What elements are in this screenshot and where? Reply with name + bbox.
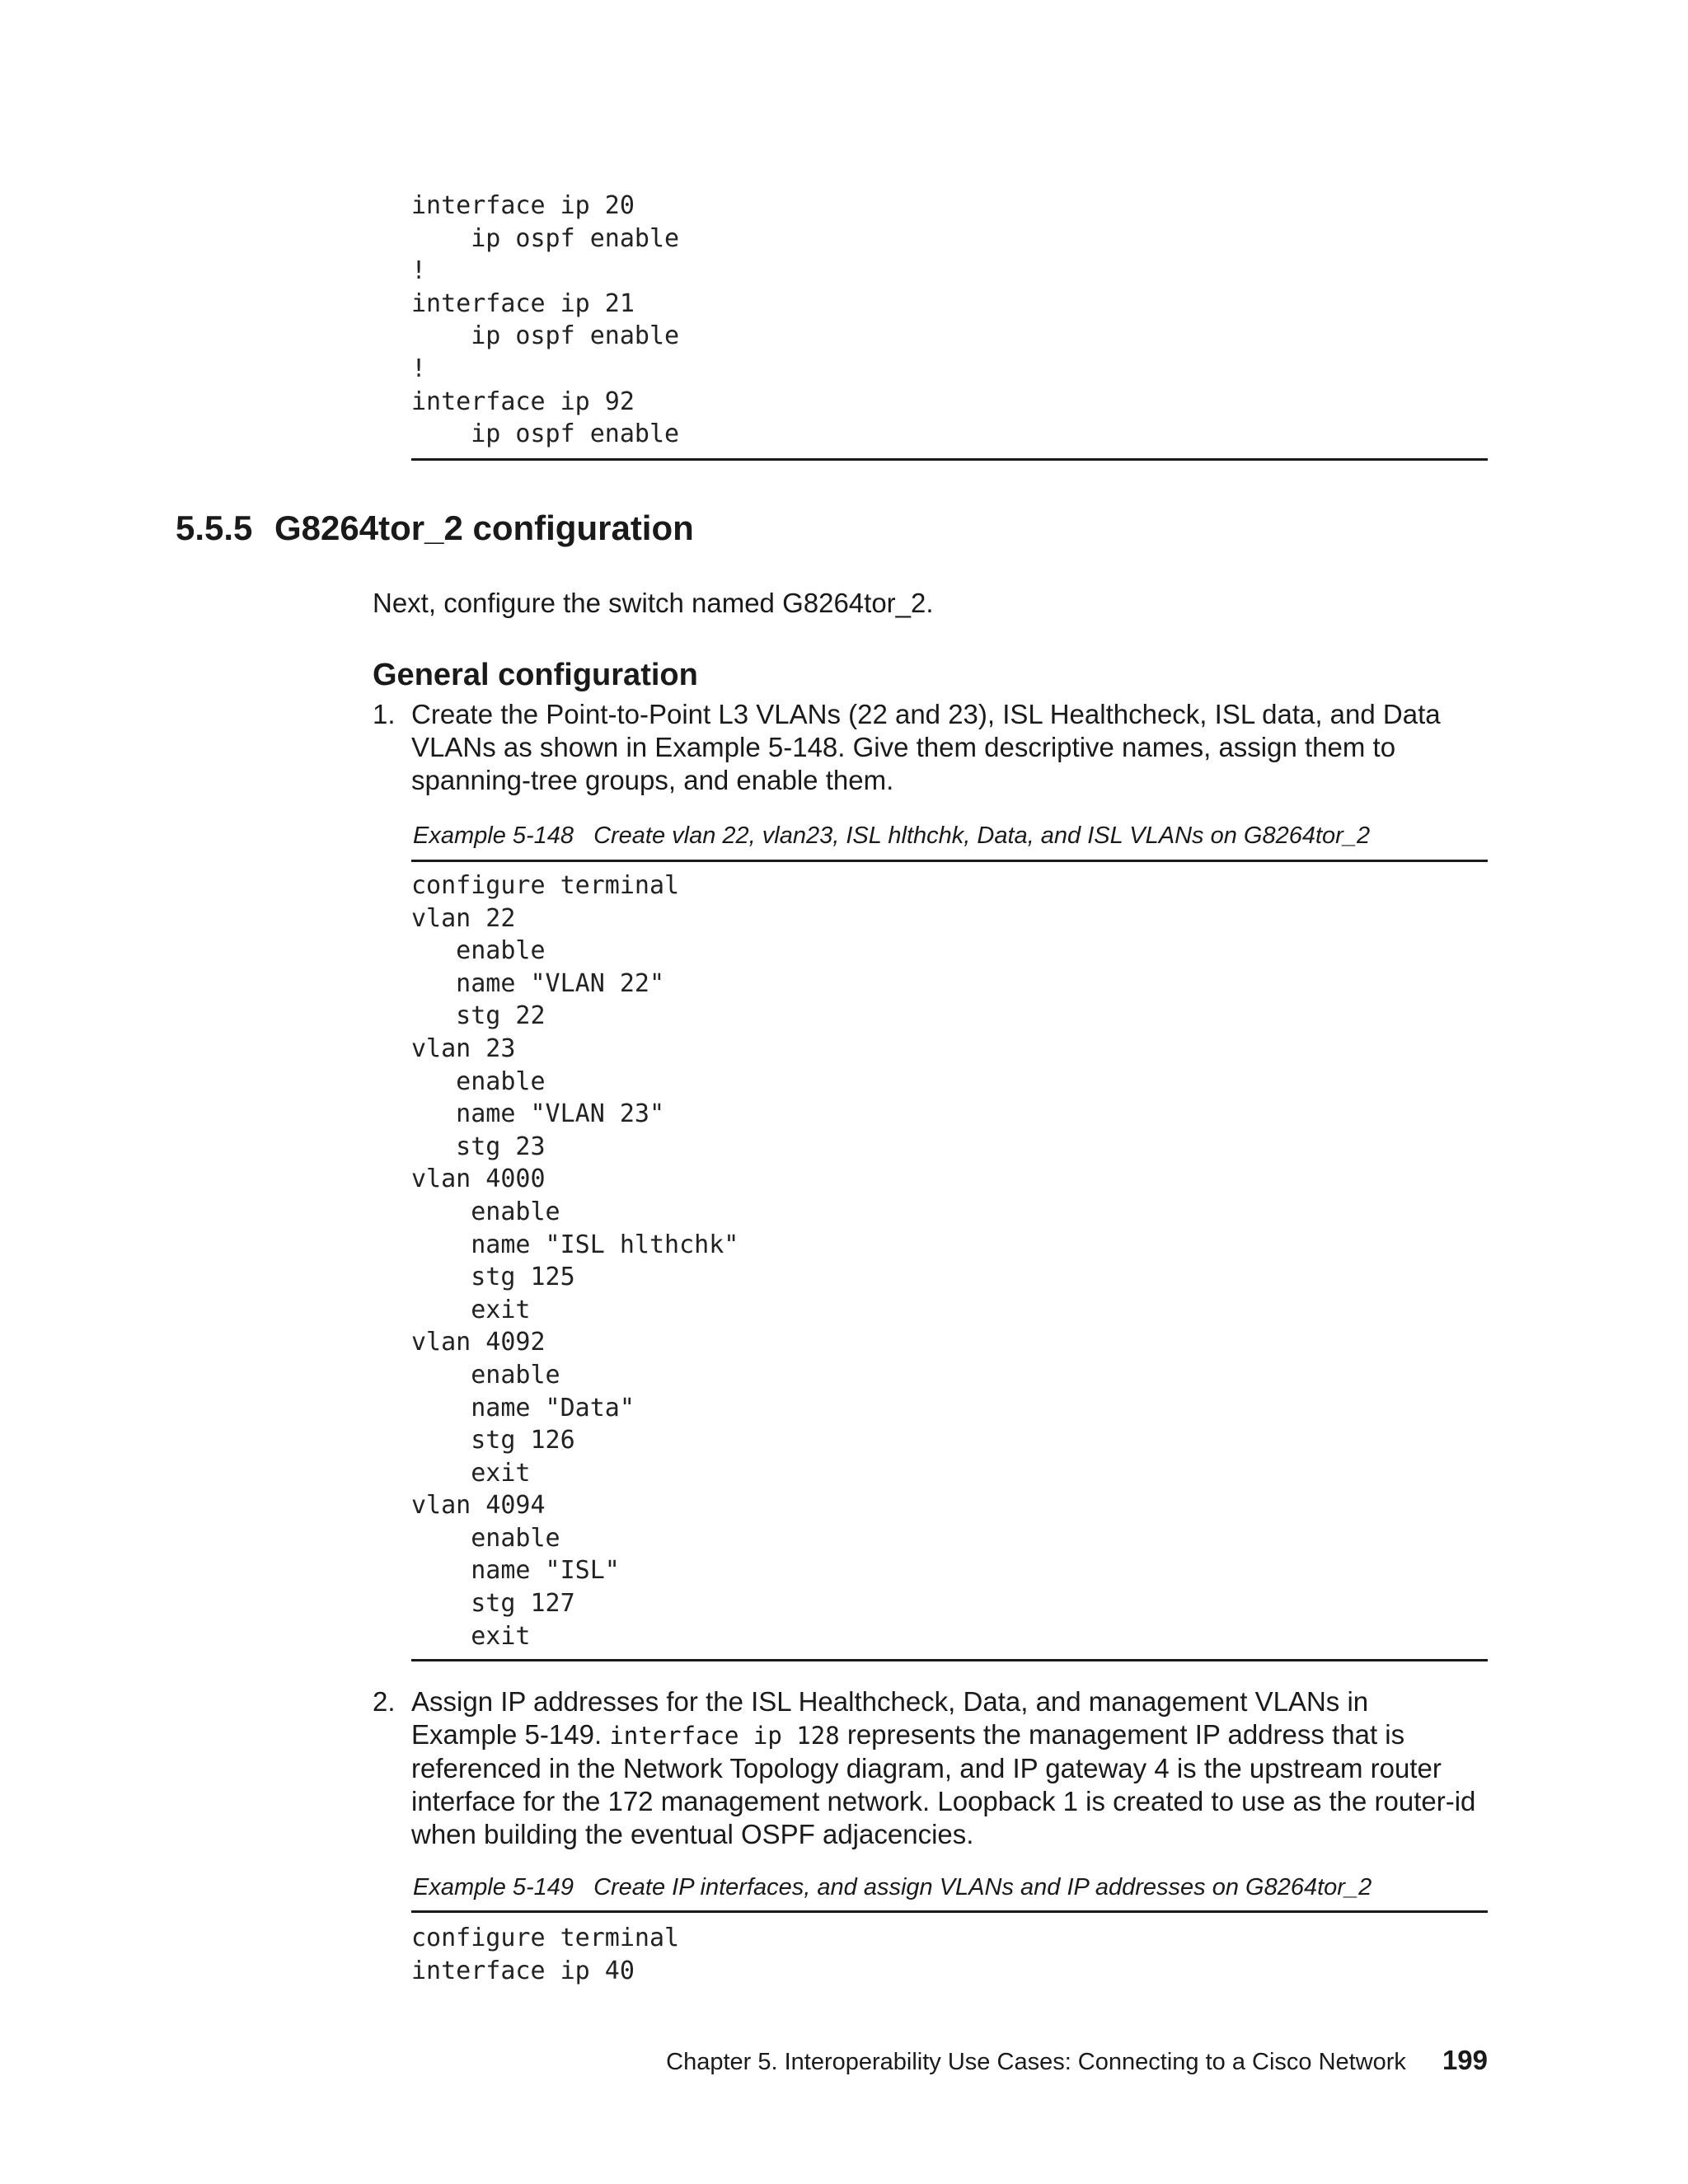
- step-2-line: when building the eventual OSPF adjacencies.: [411, 1819, 974, 1849]
- code-line: enable: [411, 1523, 560, 1553]
- code-line: interface ip 21: [411, 288, 635, 318]
- code-line: interface ip 92: [411, 387, 635, 416]
- code-line: name "Data": [411, 1393, 635, 1422]
- code-line: vlan 23: [411, 1033, 516, 1063]
- example-148-caption: [413, 823, 1370, 850]
- step-1-line: spanning-tree groups, and enable them.: [411, 765, 894, 795]
- step-2-text: [411, 1685, 1475, 1851]
- code-line: name "VLAN 22": [411, 968, 665, 998]
- example-149-caption: [413, 1874, 1372, 1901]
- code-line: configure terminal: [411, 871, 680, 900]
- code-line: stg 127: [411, 1589, 575, 1619]
- example-149-top-rule: [411, 1910, 1488, 1913]
- section-title: G8264tor_2 configuration: [274, 509, 694, 547]
- example-148-title: Create vlan 22, vlan23, ISL hlthchk, Data, and ISL VLANs on G8264tor_2: [593, 823, 1371, 849]
- example-149-number: Example 5-149: [413, 1874, 574, 1900]
- code-line: vlan 22: [411, 903, 516, 933]
- step-2-line: referenced in the Network Topology diagram, and IP gateway 4 is the upstream router: [411, 1753, 1442, 1783]
- code-line: name "ISL": [411, 1556, 620, 1586]
- step-1-line: VLANs as shown in Example 5-148. Give them descriptive names, assign them to: [411, 732, 1396, 762]
- example-149-title: Create IP interfaces, and assign VLANs and IP addresses on G8264tor_2: [593, 1874, 1372, 1900]
- step-2-line-text: represents the management IP address that is: [839, 1719, 1405, 1750]
- section-number: 5.5.5: [176, 509, 253, 547]
- intro-paragraph: Next, configure the switch named G8264tor_2.: [373, 588, 934, 618]
- example-148-number: Example 5-148: [413, 823, 574, 849]
- code-line: stg 22: [411, 1001, 546, 1031]
- code-line: ip ospf enable: [411, 419, 680, 449]
- step-1-marker: 1.: [373, 699, 396, 729]
- code-line: ip ospf enable: [411, 223, 680, 253]
- section-heading: [176, 509, 694, 548]
- code-line: vlan 4094: [411, 1491, 546, 1521]
- step-2-line: interface for the 172 management network. Loopback 1 is created to use as the router-id: [411, 1786, 1476, 1816]
- code-line: interface ip 20: [411, 191, 635, 220]
- code-line: stg 125: [411, 1263, 575, 1292]
- code-line: stg 126: [411, 1426, 575, 1455]
- step-2-line: Assign IP addresses for the ISL Healthcheck, Data, and management VLANs in: [411, 1686, 1369, 1717]
- step-2-marker: 2.: [373, 1686, 396, 1717]
- code-line: enable: [411, 1066, 546, 1096]
- code-line: interface ip 40: [411, 1956, 635, 1985]
- code-line: enable: [411, 1360, 560, 1390]
- code-line: ip ospf enable: [411, 321, 680, 351]
- step-1-text: [411, 698, 1441, 797]
- code-line: exit: [411, 1295, 531, 1324]
- footer-chapter: Chapter 5. Interoperability Use Cases: Connecting to a Cisco Network: [666, 2049, 1406, 2075]
- code-block-top: [411, 190, 1488, 451]
- step-2-line-text: Example 5-149.: [411, 1719, 610, 1750]
- code-line: configure terminal: [411, 1924, 680, 1952]
- code-line: exit: [411, 1458, 531, 1488]
- step-2-line: [411, 1718, 1475, 1752]
- page-footer: [666, 2045, 1488, 2076]
- code-line: enable: [411, 936, 546, 966]
- inline-code: interface ip 128: [609, 1722, 840, 1750]
- code-line: exit: [411, 1621, 531, 1651]
- code-line: !: [411, 256, 427, 286]
- code-line: vlan 4000: [411, 1165, 546, 1194]
- example-149-code: [411, 1922, 1488, 1987]
- subsection-heading: General configuration: [373, 658, 698, 692]
- example-148-top-rule: [411, 860, 1488, 862]
- code-line: stg 23: [411, 1132, 546, 1161]
- code-line: !: [411, 354, 427, 383]
- code-line: vlan 4092: [411, 1328, 546, 1357]
- code-block-top-rule: [411, 458, 1488, 461]
- page-number: 199: [1442, 2045, 1488, 2075]
- code-line: name "VLAN 23": [411, 1099, 665, 1129]
- example-148-bottom-rule: [411, 1659, 1488, 1661]
- example-148-code: [411, 869, 1488, 1652]
- step-1-line: Create the Point-to-Point L3 VLANs (22 and 23), ISL Healthcheck, ISL data, and Data: [411, 699, 1441, 729]
- code-line: enable: [411, 1197, 560, 1226]
- code-line: name "ISL hlthchk": [411, 1230, 739, 1259]
